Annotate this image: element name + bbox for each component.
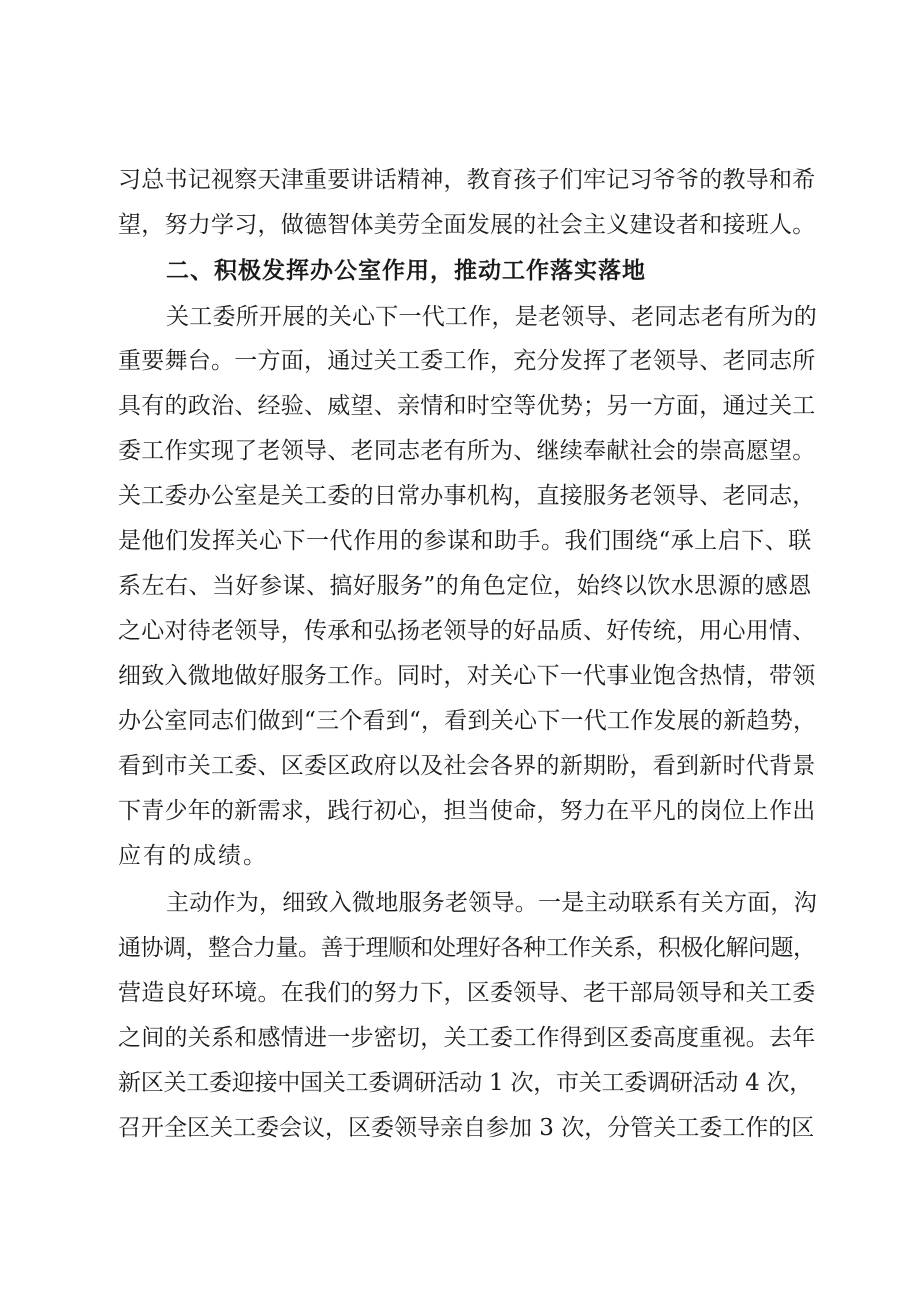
paragraph2-line-5: 新区关工委迎接中国关工委调研活动 1 次，市关工委调研活动 4 次， [118,1070,813,1096]
paragraph2-line-2: 通协调，整合力量。善于理顺和处理好各种工作关系，积极化解问题， [118,935,816,961]
paragraph1-line-1: 关工委所开展的关心下一代工作，是老领导、老同志老有所为的 [166,304,817,330]
paragraph1-line-13: 应有的成绩。 [118,843,268,869]
section-heading: 二、积极发挥办公室作用，推动工作落实落地 [166,258,646,284]
carryover-line-1: 习总书记视察天津重要讲话精神，教育孩子们牢记习爷爷的教导和希 [118,167,816,193]
paragraph1-line-6: 是他们发挥关心下一代作用的参谋和助手。我们围绕“承上启下、联 [118,528,812,554]
paragraph1-line-11: 看到市关工委、区委区政府以及社会各界的新期盼，看到新时代背景 [118,753,816,779]
paragraph1-line-8: 之心对待老领导，传承和弘扬老领导的好品质、好传统，用心用情、 [118,618,816,644]
paragraph1-line-10: 办公室同志们做到“三个看到“，看到关心下一代工作发展的新趋势， [118,708,817,734]
paragraph1-line-7: 系左右、当好参谋、搞好服务”的角色定位，始终以饮水思源的感恩 [118,573,812,599]
paragraph1-line-2: 重要舞台。一方面，通过关工委工作，充分发挥了老领导、老同志所 [118,348,816,374]
carryover-line-2: 望，努力学习，做德智体美劳全面发展的社会主义建设者和接班人。 [118,212,816,238]
paragraph2-line-3: 营造良好环境。在我们的努力下，区委领导、老干部局领导和关工委 [118,980,816,1006]
paragraph1-line-12: 下青少年的新需求，践行初心，担当使命，努力在平凡的岗位上作出 [118,798,816,824]
paragraph2-line-4: 之间的关系和感情进一步密切，关工委工作得到区委高度重视。去年 [118,1025,816,1051]
paragraph1-line-9: 细致入微地做好服务工作。同时，对关心下一代事业饱含热情，带领 [118,663,816,689]
paragraph2-line-1: 主动作为，细致入微地服务老领导。一是主动联系有关方面，沟 [166,890,817,916]
paragraph2-line-6: 召开全区关工委会议，区委领导亲自参加 3 次，分管关工委工作的区 [118,1115,815,1141]
paragraph1-line-3: 具有的政治、经验、威望、亲情和时空等优势；另一方面，通过关工 [118,393,816,419]
paragraph1-line-4: 委工作实现了老领导、老同志老有所为、继续奉献社会的崇高愿望。 [118,438,816,464]
paragraph1-line-5: 关工委办公室是关工委的日常办事机构，直接服务老领导、老同志， [118,483,816,509]
